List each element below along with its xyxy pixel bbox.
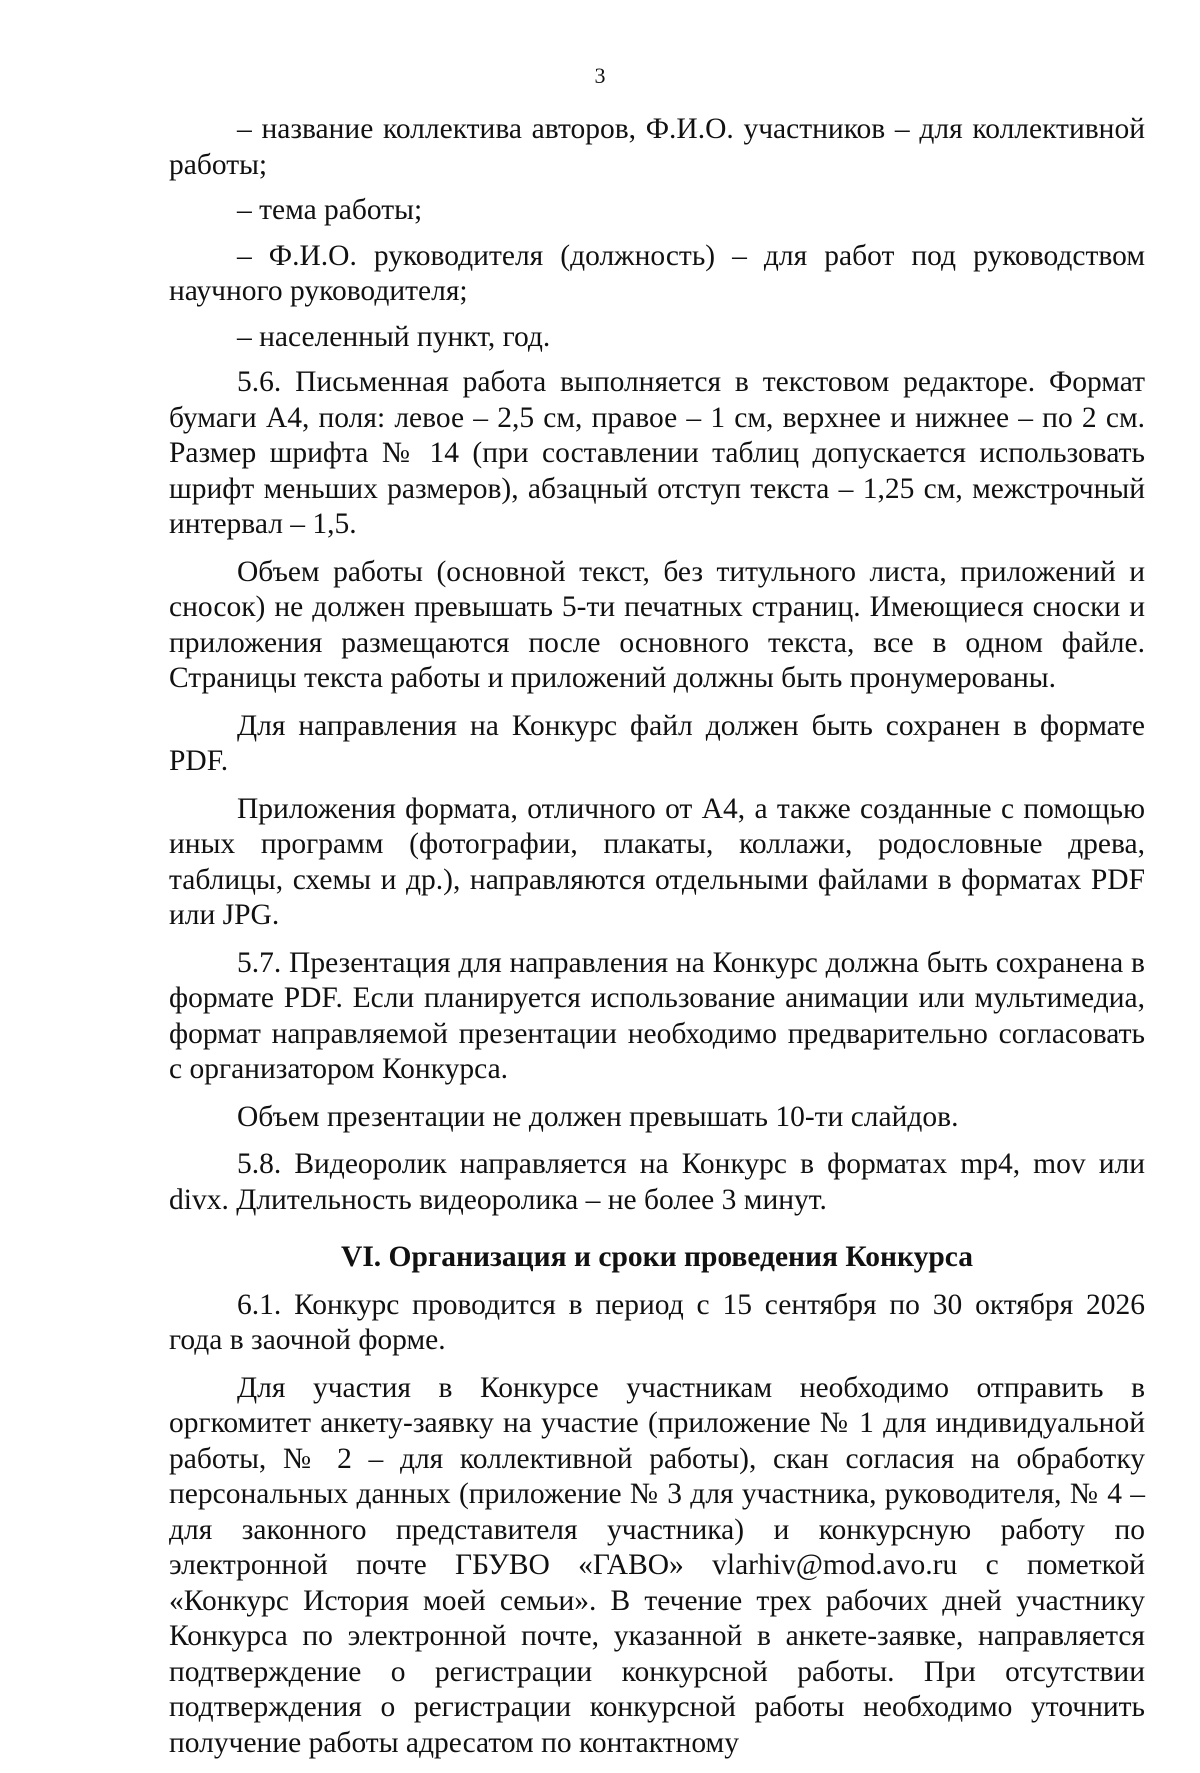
paragraph-6-1-period: 6.1. Конкурс проводится в период с 15 сентября по 30 октября 2026 года в заочной форме.: [169, 1288, 1145, 1356]
document-body: [169, 112, 1145, 1773]
paragraph-work-topic: – тема работы;: [237, 194, 423, 226]
page-number: 3: [594, 63, 606, 88]
paragraph-5-8-video: 5.8. Видеоролик направляется на Конкурс в форматах mp4, mov или divx. Длительность видеоролика – не более 3 минут.: [169, 1148, 1145, 1216]
paragraph-work-volume: Объем работы (основной текст, без титульного листа, приложений и сносок) не должен превышать 5-ти печатных страниц. Имеющиеся сноски и приложения размещаются после основного текста, все в одном файле. Страницы текста работы и приложений должны быть пронумерованы.: [169, 555, 1145, 694]
paragraph-5-7-presentation: 5.7. Презентация для направления на Конкурс должна быть сохранена в формате PDF. Если планируется использование анимации или мультимедиа, формат направляемой презентации необходимо предварительно согласовать с организатором Конкурса.: [169, 946, 1145, 1085]
paragraph-5-6-format: 5.6. Письменная работа выполняется в текстовом редакторе. Формат бумаги А4, поля: левое – 2,5 см, правое – 1 см, верхнее и нижнее – по 2 см. Размер шрифта № 14 (при составлении таблиц допускается использовать шрифт меньших размеров), абзацный отступ текста – 1,25 см, межстрочный интервал – 1,5.: [169, 366, 1145, 540]
paragraph-presentation-volume: Объем презентации не должен превышать 10-ти слайдов.: [237, 1100, 959, 1133]
paragraph-locality-year: – населенный пункт, год.: [237, 320, 551, 353]
paragraph-author-collective: – название коллектива авторов, Ф.И.О. участников – для коллективной работы;: [169, 113, 1145, 181]
paragraph-attachments: Приложения формата, отличного от А4, а также созданные с помощью иных программ (фотографии, плакаты, коллажи, родословные древа, таблицы, схемы и др.), направляются отдельными файлами в форматах PDF или JPG.: [169, 792, 1145, 931]
paragraph-participation: Для участия в Конкурсе участникам необходимо отправить в оргкомитет анкету-заявку на участие (приложение № 1 для индивидуальной работы, № 2 – для коллективной работы), скан согласия на обработку персональных данных (приложение № 3 для участника, руководителя, № 4 – для законного представителя участника) и конкурсную работу по электронной почте ГБУВО «ГАВО» vlarhiv@mod.avo.ru с пометкой «Конкурс История моей семьи». В течение трех рабочих дней участнику Конкурса по электронной почте, указанной в анкете-заявке, направляется подтверждение о регистрации конкурсной работы. При отсутствии подтверждения о регистрации конкурсной работы необходимо уточнить получение работы адресатом по контактному: [169, 1371, 1145, 1759]
section-heading: VI. Организация и сроки проведения Конкурса: [341, 1241, 973, 1273]
paragraph-pdf-format: Для направления на Конкурс файл должен быть сохранен в формате PDF.: [169, 709, 1145, 777]
paragraph-supervisor: – Ф.И.О. руководителя (должность) – для работ под руководством научного руководителя;: [169, 239, 1145, 307]
